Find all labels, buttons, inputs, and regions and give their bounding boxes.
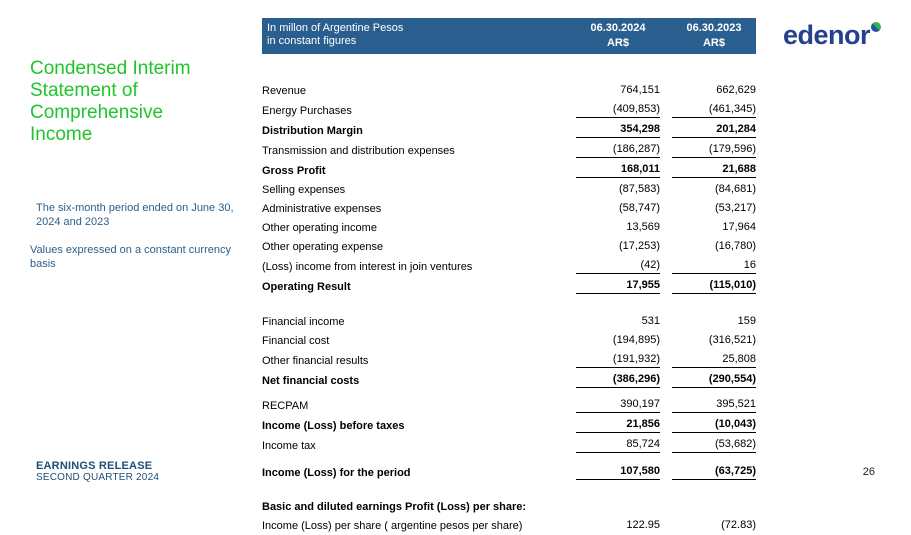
footer-line2: SECOND QUARTER 2024 [36, 472, 160, 483]
value-2024: (58,747) [619, 202, 660, 214]
value-2023: (115,010) [672, 278, 756, 294]
value-2024: 17,955 [576, 278, 660, 294]
page-number: 26 [862, 466, 875, 478]
edenor-logo [783, 20, 881, 51]
table-row [262, 256, 756, 276]
footer-line1: EARNINGS RELEASE [36, 460, 153, 472]
value-2024: 107,580 [576, 464, 660, 480]
row-label: Transmission and distribution expenses [262, 145, 455, 157]
value-2024: 354,298 [576, 122, 660, 138]
table-row [262, 276, 756, 296]
table-row [262, 395, 756, 415]
value-2023: 17,964 [722, 221, 756, 233]
column-header-2023 [672, 22, 756, 50]
value-2024: 122.95 [626, 519, 660, 531]
value-2023: 25,808 [672, 352, 756, 368]
row-label: Other financial results [262, 355, 369, 367]
value-2023: (63,725) [672, 464, 756, 480]
value-2024: 85,724 [576, 437, 660, 453]
value-2024: 13,569 [626, 221, 660, 233]
row-spacer [262, 455, 756, 462]
table-row [262, 415, 756, 435]
table-row [262, 81, 756, 100]
row-label: Net financial costs [262, 375, 360, 387]
page-title: Condensed Interim Statement of Comprehensive Income [30, 58, 191, 145]
value-2024: (191,932) [576, 352, 660, 368]
column-currency-2024: AR$ [606, 37, 629, 49]
value-2023: 21,688 [672, 162, 756, 178]
column-date-2023: 06.30.2023 [686, 22, 742, 34]
value-2024: (194,895) [612, 334, 660, 346]
value-2023: (84,681) [715, 183, 756, 195]
row-label: Gross Profit [262, 165, 326, 177]
table-row [262, 160, 756, 180]
value-2024: (42) [576, 258, 660, 274]
value-2024: 764,151 [620, 84, 660, 96]
value-2023: 159 [737, 315, 756, 327]
logo-dot-icon [871, 22, 881, 32]
value-2023: (53,682) [672, 437, 756, 453]
value-2024: (409,853) [576, 102, 660, 118]
row-label: Revenue [262, 85, 307, 97]
row-label: Income (Loss) for the period [262, 467, 411, 479]
table-row [262, 331, 756, 350]
row-label: (Loss) income from interest in join ventures [262, 261, 473, 273]
table-row [262, 199, 756, 218]
row-label: Basic and diluted earnings Profit (Loss) per share: [262, 501, 527, 513]
value-2023: (72.83) [721, 519, 756, 531]
value-2023: (290,554) [672, 372, 756, 388]
row-label: Selling expenses [262, 184, 346, 196]
currency-note: Values expressed on a constant currency basis [30, 244, 231, 270]
table-header-title [262, 22, 564, 48]
table-header-line1: In millon of Argentine Pesos [267, 22, 404, 34]
table-row [262, 218, 756, 237]
value-2023: 201,284 [672, 122, 756, 138]
row-label: Energy Purchases [262, 105, 352, 117]
row-label: Operating Result [262, 281, 351, 293]
value-2024: (186,287) [576, 142, 660, 158]
row-label: Financial income [262, 316, 345, 328]
income-statement-rows [262, 81, 756, 535]
value-2024: 531 [641, 315, 660, 327]
value-2023: (53,217) [715, 202, 756, 214]
value-2023: 662,629 [716, 84, 756, 96]
table-row [262, 350, 756, 370]
row-spacer [262, 296, 756, 312]
value-2024 [576, 513, 660, 514]
table-row [262, 237, 756, 256]
table-row [262, 370, 756, 390]
column-header-2024 [576, 22, 660, 50]
table-row [262, 498, 756, 516]
row-label: Distribution Margin [262, 125, 363, 137]
value-2024: 390,197 [576, 397, 660, 413]
table-row [262, 100, 756, 120]
row-label: RECPAM [262, 400, 309, 412]
row-label: Other operating income [262, 222, 377, 234]
row-spacer [262, 482, 756, 498]
table-row [262, 140, 756, 160]
table-row [262, 120, 756, 140]
value-2023: 395,521 [672, 397, 756, 413]
table-row [262, 516, 756, 535]
table-row [262, 462, 756, 482]
row-label: Administrative expenses [262, 203, 382, 215]
column-currency-2023: AR$ [702, 37, 725, 49]
period-note: The six-month period ended on June 30, 2024 and 2023 [36, 202, 234, 228]
earnings-release-footer [36, 460, 159, 484]
value-2023: (10,043) [672, 417, 756, 433]
value-2023: 16 [672, 258, 756, 274]
row-label: Income (Loss) per share ( argentine pesos per share) [262, 520, 523, 532]
table-row [262, 180, 756, 199]
value-2024: (87,583) [619, 183, 660, 195]
value-2023: (316,521) [708, 334, 756, 346]
row-label: Income tax [262, 440, 316, 452]
table-header [262, 18, 756, 54]
column-date-2024: 06.30.2024 [590, 22, 646, 34]
value-2023: (16,780) [715, 240, 756, 252]
value-2023: (179,596) [672, 142, 756, 158]
table-row [262, 312, 756, 331]
table-row [262, 435, 756, 455]
row-label: Income (Loss) before taxes [262, 420, 405, 432]
table-header-line2: in constant figures [267, 35, 357, 47]
logo-text: edenor [782, 20, 870, 50]
income-statement-table [262, 18, 756, 535]
value-2023 [672, 513, 756, 514]
value-2024: (17,253) [619, 240, 660, 252]
value-2024: 168,011 [576, 162, 660, 178]
row-label: Other operating expense [262, 241, 384, 253]
value-2024: 21,856 [576, 417, 660, 433]
row-label: Financial cost [262, 335, 330, 347]
value-2023: (461,345) [672, 102, 756, 118]
value-2024: (386,296) [576, 372, 660, 388]
